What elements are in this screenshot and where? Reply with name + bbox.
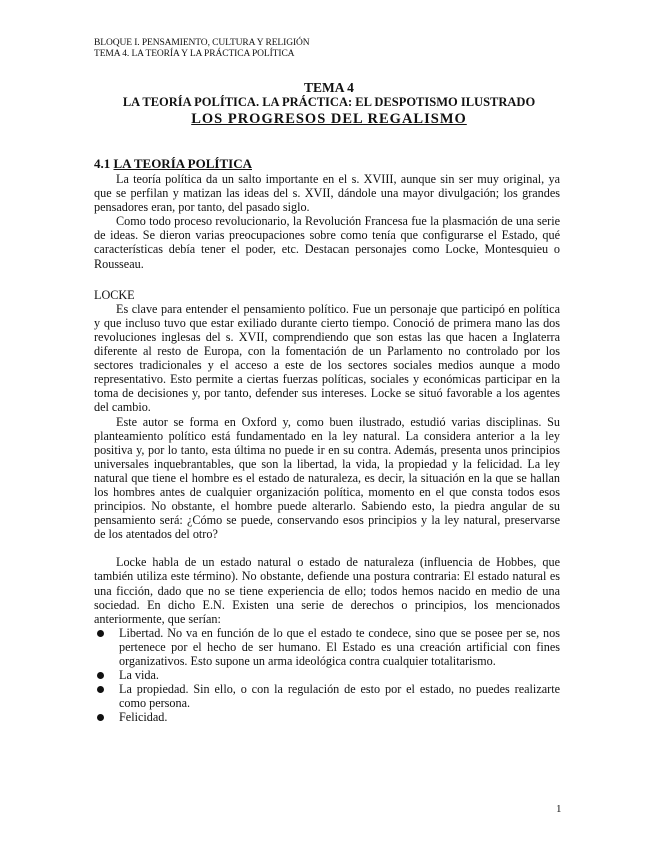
chapter-title: TEMA 4	[304, 80, 354, 95]
section-number: 4.1	[94, 156, 111, 171]
subsection-heading-locke: LOCKE	[94, 287, 135, 302]
list-item-text: La propiedad. Sin ello, o con la regulación de esto por el estado, no puedes realizarte como persona.	[119, 682, 560, 711]
bullet-icon	[97, 686, 104, 693]
list-item-text: La vida.	[119, 668, 159, 683]
header-line-1: BLOQUE I. PENSAMIENTO, CULTURA Y RELIGIÓN	[94, 38, 310, 48]
document-body	[94, 156, 560, 724]
bullet-icon	[97, 714, 104, 721]
principles-list	[94, 626, 560, 725]
section-title: LA TEORÍA POLÍTICA	[113, 156, 252, 171]
chapter-subtitle-2: LOS PROGRESOS DEL REGALISMO	[191, 111, 467, 127]
page-number: 1	[556, 803, 562, 815]
chapter-subtitle: LA TEORÍA POLÍTICA. LA PRÁCTICA: EL DESPOTISMO ILUSTRADO	[122, 95, 536, 109]
list-item	[94, 710, 560, 724]
paragraph: Como todo proceso revolucionario, la Revolución Francesa fue la plasmación de una serie de ideas. Se dieron varias preocupaciones sobre como tenía que configurarse el Estado, qué características debía tener el poder, etc. Destacan personajes como Locke, Montesquieu o Rousseau.	[94, 214, 560, 271]
header-line-2: TEMA 4. LA TEORÍA Y LA PRÁCTICA POLÍTICA	[94, 49, 295, 59]
bullet-icon	[97, 672, 104, 679]
list-item	[94, 626, 560, 668]
paragraph: Es clave para entender el pensamiento político. Fue un personaje que participó en política y que incluso tuvo que estar exiliado durante cierto tiempo. Conoció de primera mano las dos revoluciones inglesas del s. XVII, comprendiendo que son estas las que hacen a Inglaterra diferente al resto de Europa, con la fomentación de un Parlamento no controlado por los sectores tradicionales y el acceso a este de los sectores sociales medios aunque a modo representativo. Esto permite a ciertas fuerzas políticas, sociales y económicas participar en la toma de decisiones y, por tanto, defender sus intereses. Locke se situó favorable a los agentes del cambio.	[94, 301, 560, 415]
list-item	[94, 668, 560, 682]
title-block	[94, 80, 564, 128]
list-item-text: Libertad. No va en función de lo que el estado te condece, sino que se posee per se, nos pertenece por el hecho de ser humano. El Estado es una creación artificial con fines organizativos. Esto supone un arma ideológica contra cualquier totalitarismo.	[119, 625, 560, 668]
list-item	[94, 682, 560, 710]
paragraph: La teoría política da un salto importante en el s. XVIII, aunque sin ser muy original, ya que se perfilan y matizan las ideas del s. XVII, dándole una mayor divulgación; los grandes pensadores eran, por tanto, del pasado siglo.	[94, 172, 560, 215]
paragraph: Locke habla de un estado natural o estado de naturaleza (influencia de Hobbes, que también utiliza este término). No obstante, defiende una postura contraria: El estado natural es una ficción, dado que no se tiene experiencia de ello; todos hemos nacido en medio de una sociedad. En dicho E.N. Existen una serie de derechos o principios, los mencionados anteriormente, que serían:	[94, 555, 560, 626]
section-heading	[94, 156, 560, 171]
bullet-icon	[97, 630, 104, 637]
paragraph: Este autor se forma en Oxford y, como buen ilustrado, estudió varias disciplinas. Su planteamiento político está fundamentado en la ley natural. La considera anterior a la ley positiva y, por lo tanto, esta última no puede ir en su contra. Además, presenta unos principios universales inquebrantables, que son la libertad, la vida, la propiedad y la felicidad. La ley natural que tiene el hombre es el estado de naturaleza, es decir, la situación en la que se hallan los hombres antes de cualquier organización política, momento en el que consta todos esos principios. No obstante, el hombre puede alterarlo. Sabiendo esto, la piedra angular de su pensamiento será: ¿Cómo se puede, conservando esos principios y la ley natural, preservarse de los atentados del otro?	[94, 414, 560, 542]
list-item-text: Felicidad.	[119, 710, 168, 725]
running-header	[94, 38, 310, 60]
